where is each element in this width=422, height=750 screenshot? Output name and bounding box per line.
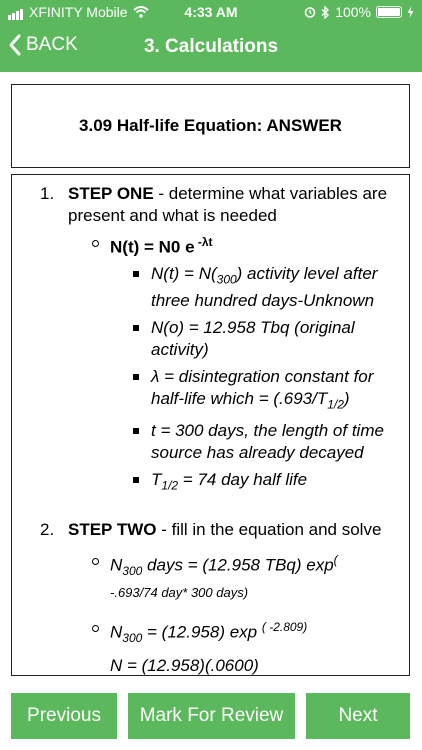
equation-line: [68, 231, 390, 497]
equation-subscript: 300: [122, 630, 143, 645]
equation-text-end: = (12.958) exp: [142, 622, 262, 642]
step-two: [12, 519, 408, 676]
equation-text-end: days = (12.958 TBq) exp: [142, 555, 334, 575]
equation-text: N: [110, 555, 123, 575]
square-bullet-icon: [133, 271, 139, 277]
item-subscript: 1/2: [327, 397, 344, 412]
circle-bullet-icon: [92, 240, 99, 247]
item-subscript: 1/2: [161, 478, 179, 493]
answer-content-box[interactable]: [11, 174, 410, 676]
page-title: 3. Calculations: [143, 36, 279, 57]
square-bullet-icon: [133, 477, 139, 483]
item-text: T: [151, 470, 162, 490]
question-title-box: [11, 84, 410, 168]
item-subscript: 300: [216, 272, 237, 287]
clock: 4:33 AM: [184, 4, 238, 20]
square-bullet-icon: [133, 325, 139, 331]
list-item: [151, 366, 390, 415]
back-label: BACK: [26, 34, 78, 55]
list-item: [151, 263, 390, 312]
equation-exponent-text: -.693/74 day* 300 days): [110, 584, 249, 600]
item-text-end: ): [343, 389, 350, 409]
item-text-end: = 74 day half life: [178, 470, 308, 490]
step-number: 2.: [40, 519, 55, 539]
variable-list: [110, 263, 390, 497]
equation-line-partial: N = (12.958)(.0600): [110, 655, 259, 675]
bluetooth-icon: [321, 6, 330, 19]
circle-bullet-icon: [92, 625, 99, 632]
equation-exponent: -λt: [194, 235, 213, 249]
top-bar: [0, 0, 422, 72]
list-item: [151, 317, 390, 361]
circle-bullet-icon: [92, 558, 99, 565]
equation-base: N(t) = N0 e: [110, 237, 195, 257]
alarm-icon: [304, 6, 316, 18]
square-bullet-icon: [133, 428, 139, 434]
item-text: N(t) = N(: [151, 263, 217, 283]
item-text: λ = disintegration constant for half-life which = (.693/T: [151, 367, 374, 409]
battery-percent: 100%: [335, 4, 371, 20]
previous-label: Previous: [27, 705, 101, 726]
question-title: 3.09 Half-life Equation: ANSWER: [79, 116, 342, 135]
answer-content: [12, 183, 408, 676]
bottom-button-bar: [0, 686, 422, 750]
mark-for-review-label: Mark For Review: [139, 705, 284, 726]
equation-superscript: ( -2.809): [261, 619, 308, 634]
square-bullet-icon: [133, 374, 139, 380]
step-heading: STEP TWO: [68, 519, 157, 539]
navigation-bar: [0, 26, 422, 70]
step-one: [12, 183, 408, 497]
carrier-label: XFINITY Mobile: [29, 4, 128, 20]
battery-icon: [376, 6, 402, 18]
next-button[interactable]: [306, 693, 410, 739]
mark-for-review-button[interactable]: [128, 693, 295, 739]
item-text: t = 300 days, the length of time source has already decayed: [151, 421, 384, 463]
step-text: - determine what variables are present and what is needed: [68, 184, 388, 225]
equation-line: [68, 616, 390, 649]
status-bar: [0, 0, 422, 24]
equation-superscript: (: [333, 552, 338, 567]
step-text: - fill in the equation and solve: [156, 519, 382, 539]
equation-line: [68, 549, 390, 604]
step-heading: STEP ONE: [68, 184, 154, 203]
item-text-end: ) activity level after three hundred days-Unknown: [151, 263, 378, 311]
previous-button[interactable]: [11, 693, 117, 739]
list-item: [151, 420, 390, 464]
equation-text: N: [110, 622, 123, 642]
next-label: Next: [338, 705, 378, 726]
equation-subscript: 300: [122, 563, 143, 578]
charging-icon: [407, 6, 414, 18]
list-item: [151, 469, 390, 496]
step-number: 1.: [40, 184, 55, 203]
item-text: N(o) = 12.958 Tbq (original activity): [151, 318, 355, 360]
